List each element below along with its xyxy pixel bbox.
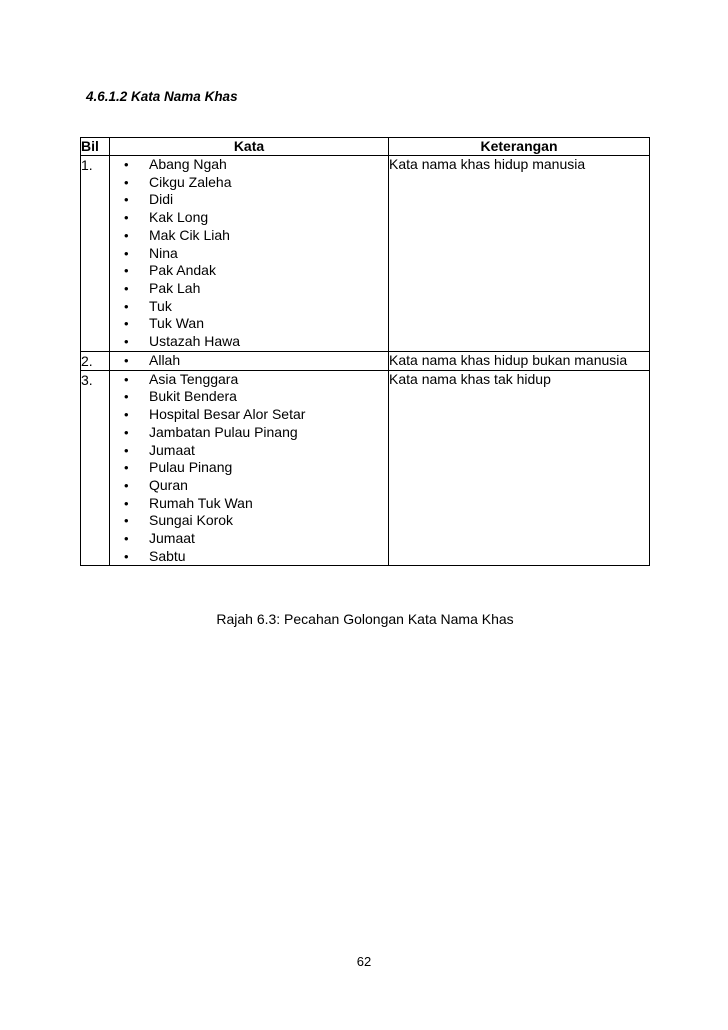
bullet-icon: •: [124, 352, 129, 368]
bullet-icon: •: [124, 316, 129, 332]
list-item: [124, 191, 388, 209]
bullet-icon: •: [124, 210, 129, 226]
bullet-icon: •: [124, 227, 129, 243]
list-item: [124, 388, 388, 406]
list-item-text: Tuk Wan: [149, 315, 204, 332]
list-item: [124, 495, 388, 513]
bullet-icon: •: [124, 531, 129, 547]
list-item-text: Cikgu Zaleha: [149, 173, 232, 190]
list-item: [124, 280, 388, 298]
table-row: [81, 351, 650, 370]
list-item: [124, 548, 388, 566]
bullet-icon: •: [124, 460, 129, 476]
list-item: [124, 371, 388, 389]
list-item-text: Sungai Korok: [149, 512, 234, 529]
table-row: [81, 156, 650, 352]
list-item-text: Pak Andak: [149, 262, 216, 279]
keterangan-cell: Kata nama khas hidup bukan manusia: [389, 351, 650, 370]
kata-cell: [110, 156, 389, 352]
header-bil: Bil: [81, 138, 110, 156]
list-item: [124, 352, 388, 370]
bullet-icon: •: [124, 407, 129, 423]
list-item: [124, 333, 388, 351]
list-item: [124, 442, 388, 460]
list-item-text: Pak Lah: [149, 279, 201, 296]
list-item-text: Mak Cik Liah: [149, 226, 230, 243]
list-item-text: Jumaat: [149, 441, 195, 458]
bullet-icon: •: [124, 477, 129, 493]
list-item-text: Asia Tenggara: [149, 370, 239, 387]
section-heading: 4.6.1.2 Kata Nama Khas: [86, 89, 238, 104]
bullet-icon: •: [124, 495, 129, 511]
row-number: 2.: [81, 351, 110, 370]
list-item-text: Hospital Besar Alor Setar: [149, 406, 306, 423]
keterangan-cell: Kata nama khas hidup manusia: [389, 156, 650, 352]
list-item: [124, 512, 388, 530]
bullet-icon: •: [124, 263, 129, 279]
bullet-icon: •: [124, 192, 129, 208]
list-item-text: Jumaat: [149, 530, 195, 547]
bullet-icon: •: [124, 245, 129, 261]
bullet-icon: •: [124, 174, 129, 190]
bullet-icon: •: [124, 157, 129, 172]
list-item-text: Abang Ngah: [149, 156, 227, 172]
bullet-icon: •: [124, 371, 129, 387]
figure-caption: [0, 611, 728, 627]
table-header-row: [81, 138, 650, 156]
list-item-text: Quran: [149, 476, 188, 493]
list-item: [124, 406, 388, 424]
list-item: [124, 174, 388, 192]
list-item: [124, 315, 388, 333]
bullet-icon: •: [124, 298, 129, 314]
list-item-text: Rumah Tuk Wan: [149, 494, 253, 511]
header-keterangan: Keterangan: [389, 138, 650, 156]
bullet-icon: •: [124, 424, 129, 440]
kata-list: [110, 156, 388, 351]
list-item: [124, 298, 388, 316]
bullet-icon: •: [124, 513, 129, 529]
list-item-text: Ustazah Hawa: [149, 333, 241, 350]
bullet-icon: •: [124, 548, 129, 564]
list-item: [124, 459, 388, 477]
list-item-text: Allah: [149, 351, 181, 368]
kata-nama-khas-table: [80, 137, 650, 566]
list-item: [124, 530, 388, 548]
list-item-text: Nina: [149, 244, 178, 261]
bullet-icon: •: [124, 389, 129, 405]
list-item: [124, 227, 388, 245]
header-kata: Kata: [110, 138, 389, 156]
page-number: 62: [356, 954, 372, 969]
kata-list: [110, 352, 388, 370]
row-number: 1.: [81, 156, 110, 352]
list-item-text: Jambatan Pulau Pinang: [149, 423, 298, 440]
list-item-text: Pulau Pinang: [149, 459, 233, 476]
keterangan-cell: Kata nama khas tak hidup: [389, 370, 650, 566]
list-item: [124, 424, 388, 442]
list-item: [124, 156, 388, 174]
bullet-icon: •: [124, 442, 129, 458]
list-item: [124, 209, 388, 227]
list-item-text: Sabtu: [149, 547, 186, 564]
list-item-text: Tuk: [149, 297, 172, 314]
list-item: [124, 245, 388, 263]
list-item-text: Kak Long: [149, 209, 209, 226]
table-row: [81, 370, 650, 566]
kata-cell: [110, 351, 389, 370]
list-item-text: Didi: [149, 191, 174, 208]
kata-list: [110, 371, 388, 566]
list-item: [124, 477, 388, 495]
list-item-text: Bukit Bendera: [149, 388, 237, 405]
kata-cell: [110, 370, 389, 566]
list-item: [124, 262, 388, 280]
bullet-icon: •: [124, 334, 129, 350]
caption-text: Rajah 6.3: Pecahan Golongan Kata Nama Khas: [216, 611, 514, 627]
row-number: 3.: [81, 370, 110, 566]
bullet-icon: •: [124, 280, 129, 296]
